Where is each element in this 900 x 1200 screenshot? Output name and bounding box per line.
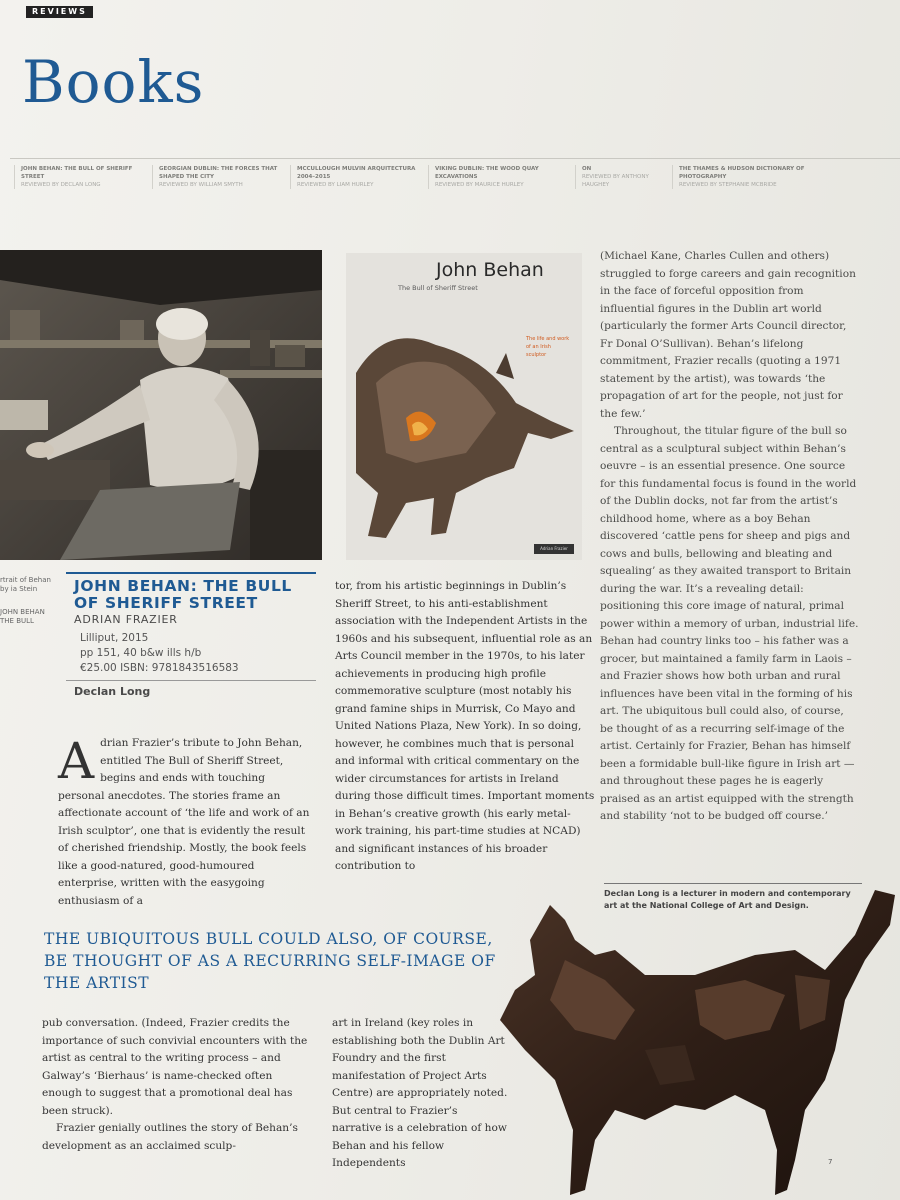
- contents-item[interactable]: [575, 165, 662, 189]
- contents-item-title: THE THAMES & HUDSON DICTIONARY OF PHOTOGRAPHY: [679, 166, 805, 180]
- contents-item-reviewer: REVIEWED BY WILLIAM SMYTH: [159, 182, 243, 188]
- reviewer-name: Declan Long: [66, 680, 316, 698]
- book-author: ADRIAN FRAZIER: [74, 613, 178, 626]
- body-column-4: [42, 1015, 310, 1155]
- cover-photo-caption: JOHN BEHAN THE BULL: [0, 608, 45, 625]
- body-paragraph: Frazier genially outlines the story of Behan’s development as an acclaimed sculp-: [42, 1122, 298, 1152]
- body-column-1: [58, 732, 313, 910]
- book-cover: [346, 253, 582, 560]
- author-photo-caption: rtrait of Behan by ia Stein: [0, 576, 51, 593]
- author-photo: [0, 250, 322, 560]
- body-column-2: [335, 578, 597, 876]
- contents-item-reviewer: REVIEWED BY DECLAN LONG: [21, 182, 101, 188]
- drop-cap: A: [58, 732, 95, 790]
- cover-side-text: The life and work of an Irish sculptor: [526, 336, 570, 358]
- contents-item-reviewer: REVIEWED BY MAURICE HURLEY: [435, 182, 524, 188]
- body-column-5: [332, 1015, 510, 1173]
- page-number: 7: [828, 1158, 833, 1166]
- book-info-box: [66, 572, 316, 698]
- contents-item[interactable]: [290, 165, 425, 189]
- contents-item-reviewer: REVIEWED BY LIAM HURLEY: [297, 182, 374, 188]
- contents-item-title: GEORGIAN DUBLIN: THE FORCES THAT SHAPED THE CITY: [159, 166, 278, 180]
- body-paragraph: pub conversation. (Indeed, Frazier credits the importance of such convivial encounters with the artist as central to the writing process – and Galway’s ‘Bierhaus’ is name-checked often enough to suggest that a promotional deal has been struck).: [42, 1017, 308, 1117]
- contents-item-title: MCCULLOUGH MULVIN ARQUITECTURA 2004–2015: [297, 166, 416, 180]
- contents-item[interactable]: [672, 165, 839, 189]
- contents-item-reviewer: REVIEWED BY ANTHONY HAUGHEY: [582, 174, 649, 188]
- body-paragraph: Throughout, the titular figure of the bull so central as a sculptural subject within Behan’s oeuvre – is an essential presence. One source for this fundamental focus is found in the world of the Dublin docks, not far from the artist’s childhood home, where as a boy Behan discovered ‘cattle pens for sheep and pigs and cows and bulls, bellowing and bleating and squealing’ as they awaited transport to Britain during the war. It’s a revealing detail: positioning this core image of natural, primal power within a memory of urban, industrial life. Behan had country links too – his father was a grocer, but maintained a family farm in Laois – and Frazier shows how both urban and rural influences have been vital in the forming of his art. The ubiquitous bull could also, of course, be thought of as a recurring self-image of the artist. Certainly for Frazier, Behan has himself been a formidable bull-like figure in Irish art — and throughout these pages he is eagerly praised as an artist equipped with the strength and stability ‘not to be budged off course.’: [600, 425, 859, 822]
- body-paragraph: art in Ireland (key roles in establishing both the Dublin Art Foundry and the first manifestation of Project Arts Centre) are appropriately noted. But central to Frazier’s narrative is a celebration of how Behan and his fellow Independents: [332, 1017, 508, 1169]
- cover-subtitle: The Bull of Sheriff Street: [398, 284, 478, 292]
- book-pages: pp 151, 40 b&w ills h/b: [80, 647, 202, 659]
- contents-item-reviewer: REVIEWED BY STEPHANIE MCBRIDE: [679, 182, 777, 188]
- bronze-bull-image: [495, 880, 900, 1200]
- bull-sculpture-image: [346, 253, 582, 560]
- cover-publisher-mark: Adrian Frazier: [534, 544, 574, 554]
- body-paragraph: (Michael Kane, Charles Cullen and others) struggled to forge careers and gain recognition in the face of forceful opposition from influential figures in the Dublin art world (particularly the former Arts Council director, Fr Donal O’Sullivan). Behan’s lifelong commitment, Frazier recalls (quoting a 1971 statement by the artist), was towards ‘the propagation of art for the people, not just for the few.’: [600, 250, 856, 420]
- contents-item-title: ON: [582, 166, 592, 172]
- studio-portrait-image: [0, 250, 322, 560]
- body-column-3: [600, 248, 860, 826]
- body-paragraph: tor, from his artistic beginnings in Dublin’s Sheriff Street, to his anti-establishment association with the Independent Artists in the 1960s and his subsequent, influential role as an Arts Council member in the 1970s, to his later achievements in producing high profile commemorative sculpture (most notably his grand famine ships in Murrisk, Co Mayo and United Nations Plaza, New York). In so doing, however, he combines much that is personal and informal with critical commentary on the wider circumstances for artists in Ireland during those difficult times. Important moments in Behan’s creative growth (his early metal-work training, his part-time studies at NCAD) and significant instances of his broader contribution to: [335, 580, 595, 872]
- book-title: JOHN BEHAN: THE BULL OF SHERIFF STREET: [66, 572, 316, 612]
- contents-item[interactable]: [428, 165, 563, 189]
- book-price-isbn: €25.00 ISBN: 9781843516583: [80, 662, 239, 674]
- contents-item-title: JOHN BEHAN: THE BULL OF SHERIFF STREET: [21, 166, 133, 180]
- contents-item[interactable]: [14, 165, 149, 189]
- photo-caption: [0, 576, 52, 626]
- contents-item[interactable]: [152, 165, 287, 189]
- contents-strip: [10, 158, 900, 197]
- body-paragraph: drian Frazier’s tribute to John Behan, entitled The Bull of Sheriff Street, begins and ends with touching personal anecdotes. The stories frame an affectionate account of ‘the life and work of an Irish sculptor’, one that is evidently the result of cherished friendship. Mostly, the book feels like a good-natured, good-humoured enterprise, written with the easygoing enthusiasm of a: [58, 737, 310, 907]
- page-title: Books: [22, 48, 205, 116]
- pull-quote: THE UBIQUITOUS BULL COULD ALSO, OF COURSE, BE THOUGHT OF AS A RECURRING SELF-IMAGE OF THE ARTIST: [44, 930, 496, 992]
- book-details: [66, 631, 316, 676]
- section-tag: REVIEWS: [26, 6, 93, 18]
- contents-item-title: VIKING DUBLIN: THE WOOD QUAY EXCAVATIONS: [435, 166, 539, 180]
- reviewer-bio: Declan Long is a lecturer in modern and contemporary art at the National College of Art and Design.: [604, 883, 862, 912]
- book-publisher: Lilliput, 2015: [80, 632, 149, 644]
- cover-author: John Behan: [436, 259, 544, 281]
